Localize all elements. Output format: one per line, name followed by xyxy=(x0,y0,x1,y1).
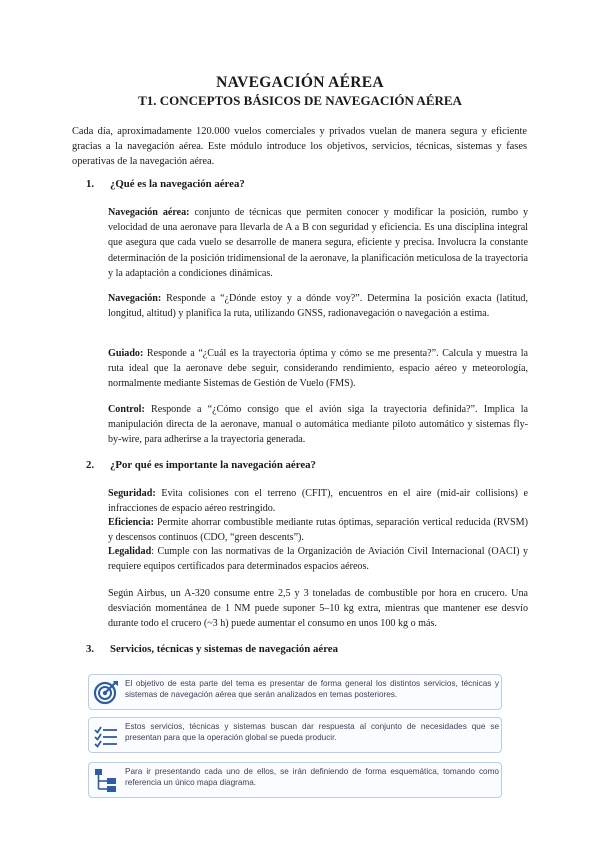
definition-text: Responde a “¿Cuál es la trayectoria óptima y cómo se me presenta?”. Calcula y muestra la ruta ideal que la aeronave debe seguir, considerando rendimiento, espacio aéreo y meteorología, normalmente mediante Sistemas de Gestión de Vuelo (FMS). xyxy=(108,348,528,390)
benefit-text: : Cumple con las normativas de la Organización de Aviación Civil Internacional (OACI) y requiere equipos certificados para determinados espacios aéreos. xyxy=(108,546,528,573)
benefit-eficiencia xyxy=(108,515,528,545)
callout-text: Estos servicios, técnicas y sistemas buscan dar respuesta al conjunto de necesidades que se presentan para que la operación global se pueda producir. xyxy=(125,722,499,742)
callout-objective xyxy=(88,674,502,710)
intro-paragraph: Cada día, aproximadamente 120.000 vuelos comerciales y privados vuelan de manera segura y eficiente gracias a la navegación aérea. Este módulo introduce los objetivos, servicios, técnicas, sistemas y fases operativas de la navegación aérea. xyxy=(72,126,527,168)
definition-text: conjunto de técnicas que permiten conocer y modificar la posición, rumbo y velocidad de una aeronave para llevarla de A a B con seguridad y eficiencia. Es una disciplina integral que asegura que cada vuelo se desarrolle de manera segura, eficiente y precisa. Involucra la constante determinación de la posición tridimensional de la aeronave, la planificación meticulosa de la trayectoria y la adaptación a condiciones dinámicas. xyxy=(108,207,529,279)
section-title: Servicios, técnicas y sistemas de navegación aérea xyxy=(110,643,338,655)
callout-schema xyxy=(88,762,502,798)
term: Guiado: xyxy=(108,348,144,359)
airbus-fuel-paragraph xyxy=(108,586,528,632)
section-number: 3. xyxy=(86,643,95,655)
callout-text: El objetivo de esta parte del tema es presentar de forma general los distintos servicios, técnicas y sistemas de navegación aérea que serán analizados en temas posteriores. xyxy=(125,679,499,699)
term: Control: xyxy=(108,404,145,415)
definition-navegacion-aerea xyxy=(108,205,528,281)
checklist-icon xyxy=(93,722,119,748)
term: Eficiencia: xyxy=(108,517,154,528)
definition-text: Responde a “¿Cómo consigo que el avión siga la trayectoria definida?”. Implica la manipulación directa de la aeronave, manual o automática mediante piloto automático y sistemas fly-by-wire, para adherirse a la trayectoria generada. xyxy=(108,404,528,446)
term: Seguridad: xyxy=(108,488,156,499)
benefit-text: Permite ahorrar combustible mediante rutas óptimas, separación vertical reducida (RVSM) y descensos continuos (CDO, “green descents”). xyxy=(108,517,528,544)
hierarchy-icon xyxy=(93,767,119,793)
section-title: ¿Por qué es importante la navegación aérea? xyxy=(110,459,316,471)
section-number: 1. xyxy=(86,178,95,190)
definition-control xyxy=(108,402,528,448)
target-icon xyxy=(93,679,119,705)
section-title: ¿Qué es la navegación aérea? xyxy=(110,178,245,190)
section-number: 2. xyxy=(86,459,95,471)
benefit-legalidad xyxy=(108,544,528,574)
paragraph-text: Según Airbus, un A-320 consume entre 2,5 y 3 toneladas de combustible por hora en crucero. Una desviación momentánea de 1 NM puede suponer 5–10 kg extra, mientras que mantener ese desvío durante todo el crucero (~3 h) puede aumentar el consumo en unos 100 kg o más. xyxy=(108,588,528,630)
benefit-text: Evita colisiones con el terreno (CFIT), encuentros en el aire (mid-air collisions) e infracciones de espacio aéreo restringido. xyxy=(108,488,528,515)
term: Navegación aérea: xyxy=(108,207,190,218)
document-subtitle: T1. CONCEPTOS BÁSICOS DE NAVEGACIÓN AÉREA xyxy=(138,93,462,108)
definition-guiado xyxy=(108,346,528,392)
term: Legalidad xyxy=(108,546,152,557)
term: Navegación: xyxy=(108,293,162,304)
definition-text: Responde a “¿Dónde estoy y a dónde voy?”. Determina la posición exacta (latitud, longitud, altitud) y planifica la ruta, utilizando GNSS, radionavegación o navegación a estima. xyxy=(108,293,528,320)
definition-navegacion xyxy=(108,291,528,321)
benefit-seguridad xyxy=(108,486,528,516)
callout-needs xyxy=(88,717,502,753)
document-title: NAVEGACIÓN AÉREA xyxy=(216,74,384,91)
callout-text: Para ir presentando cada uno de ellos, se irán definiendo de forma esquemática, tomando como referencia un único mapa diagrama. xyxy=(125,767,499,787)
